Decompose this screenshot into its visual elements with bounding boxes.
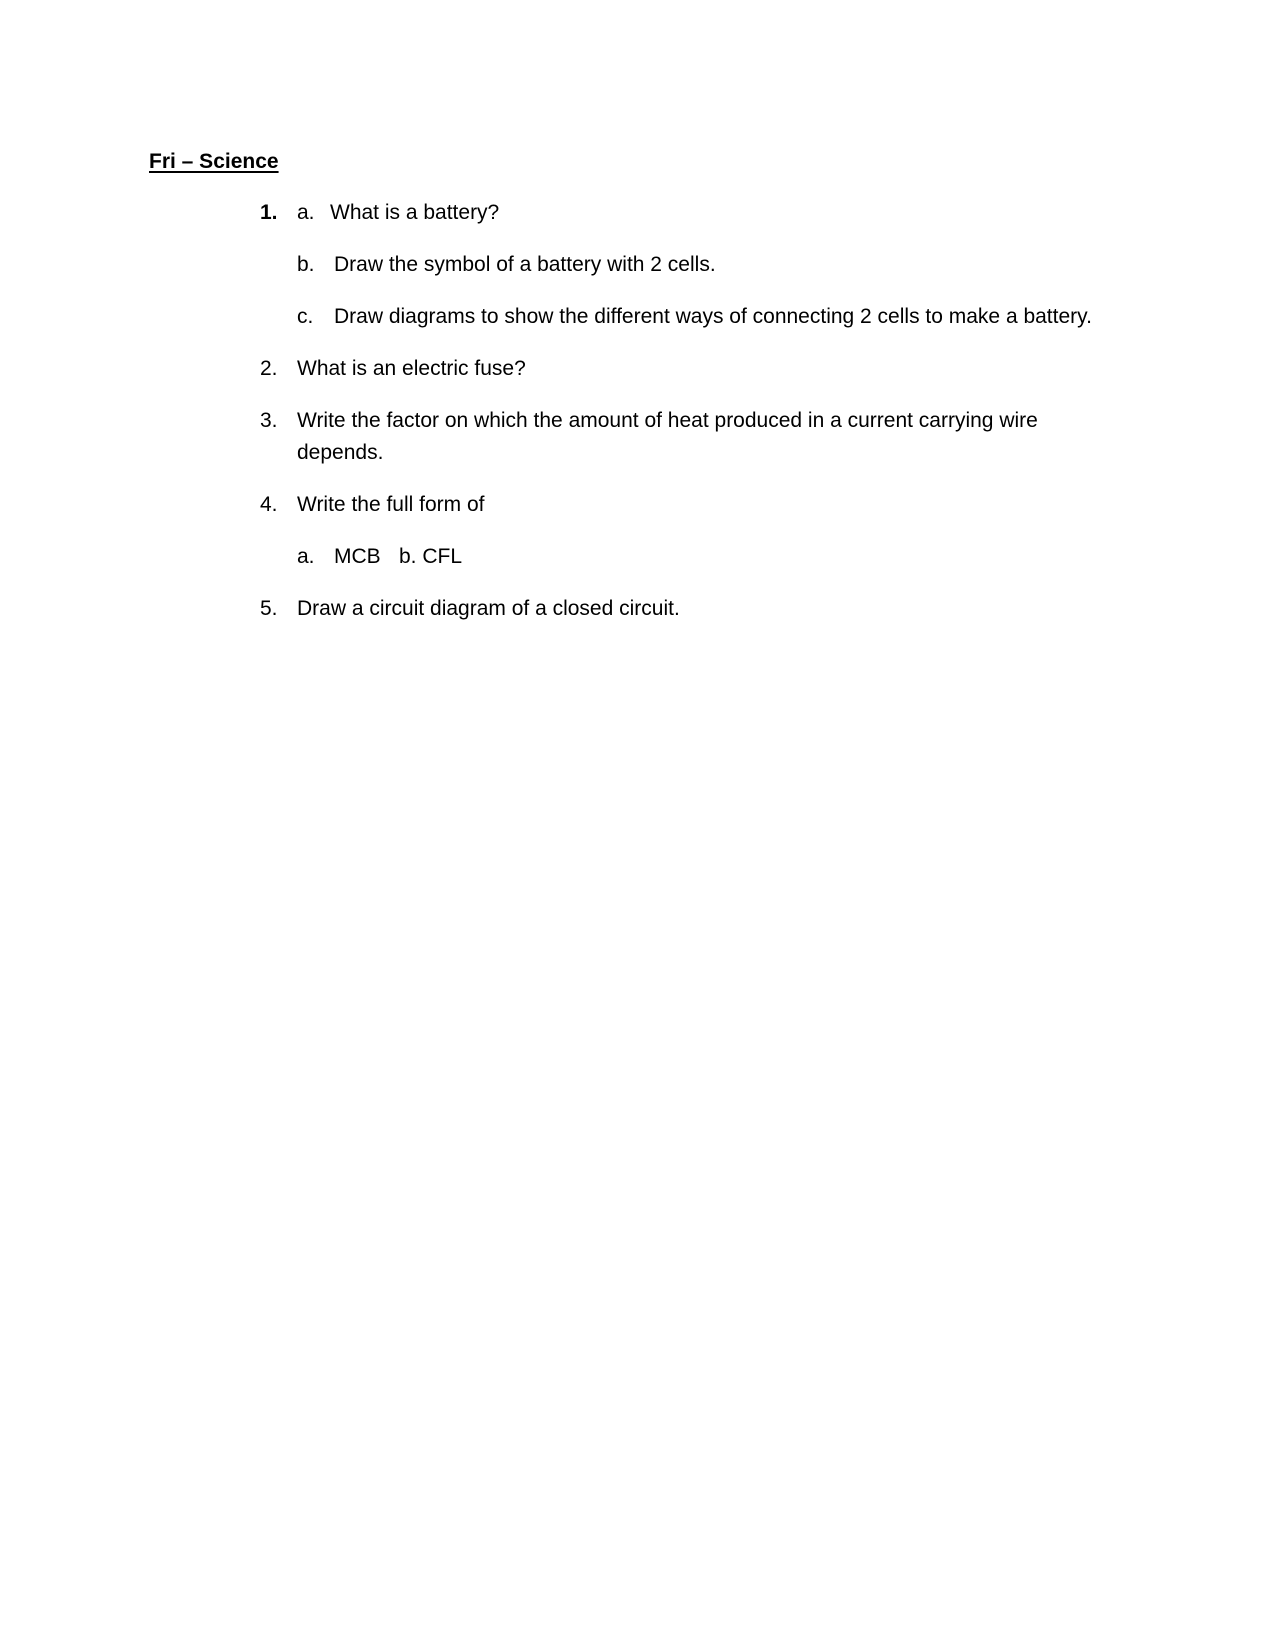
question-1-row-b	[0, 252, 1275, 278]
question-2-row	[0, 356, 1275, 382]
question-5-row	[0, 596, 1275, 622]
question-4-subrow	[0, 544, 1275, 570]
question-4a-marker: a.	[297, 545, 315, 568]
question-3-row-continued	[0, 440, 1275, 466]
page-heading: Fri – Science	[149, 150, 279, 173]
question-4-text: Write the full form of	[297, 493, 485, 516]
question-2-text: What is an electric fuse?	[297, 357, 526, 380]
question-2-number: 2.	[260, 357, 278, 380]
question-1-row-c	[0, 304, 1275, 330]
question-1-row-a	[0, 200, 1275, 226]
question-3-text-line1: Write the factor on which the amount of heat produced in a current carrying wire	[297, 409, 1038, 432]
question-4a-text: MCB	[334, 545, 381, 568]
question-5-number: 5.	[260, 597, 278, 620]
question-1a-text: What is a battery?	[330, 201, 500, 224]
question-1b-marker: b.	[297, 253, 315, 276]
question-1-number: 1.	[260, 201, 278, 224]
question-5-text: Draw a circuit diagram of a closed circuit.	[297, 597, 680, 620]
question-1a-marker: a.	[297, 201, 315, 224]
question-3-row	[0, 408, 1275, 434]
question-1c-text: Draw diagrams to show the different ways of connecting 2 cells to make a battery.	[334, 305, 1092, 328]
question-1b-text: Draw the symbol of a battery with 2 cells.	[334, 253, 716, 276]
question-1c-marker: c.	[297, 305, 314, 328]
question-4b-text: b. CFL	[399, 545, 463, 568]
question-4-number: 4.	[260, 493, 278, 516]
question-3-text-line2: depends.	[297, 441, 384, 464]
question-3-number: 3.	[260, 409, 278, 432]
question-4-row	[0, 492, 1275, 518]
